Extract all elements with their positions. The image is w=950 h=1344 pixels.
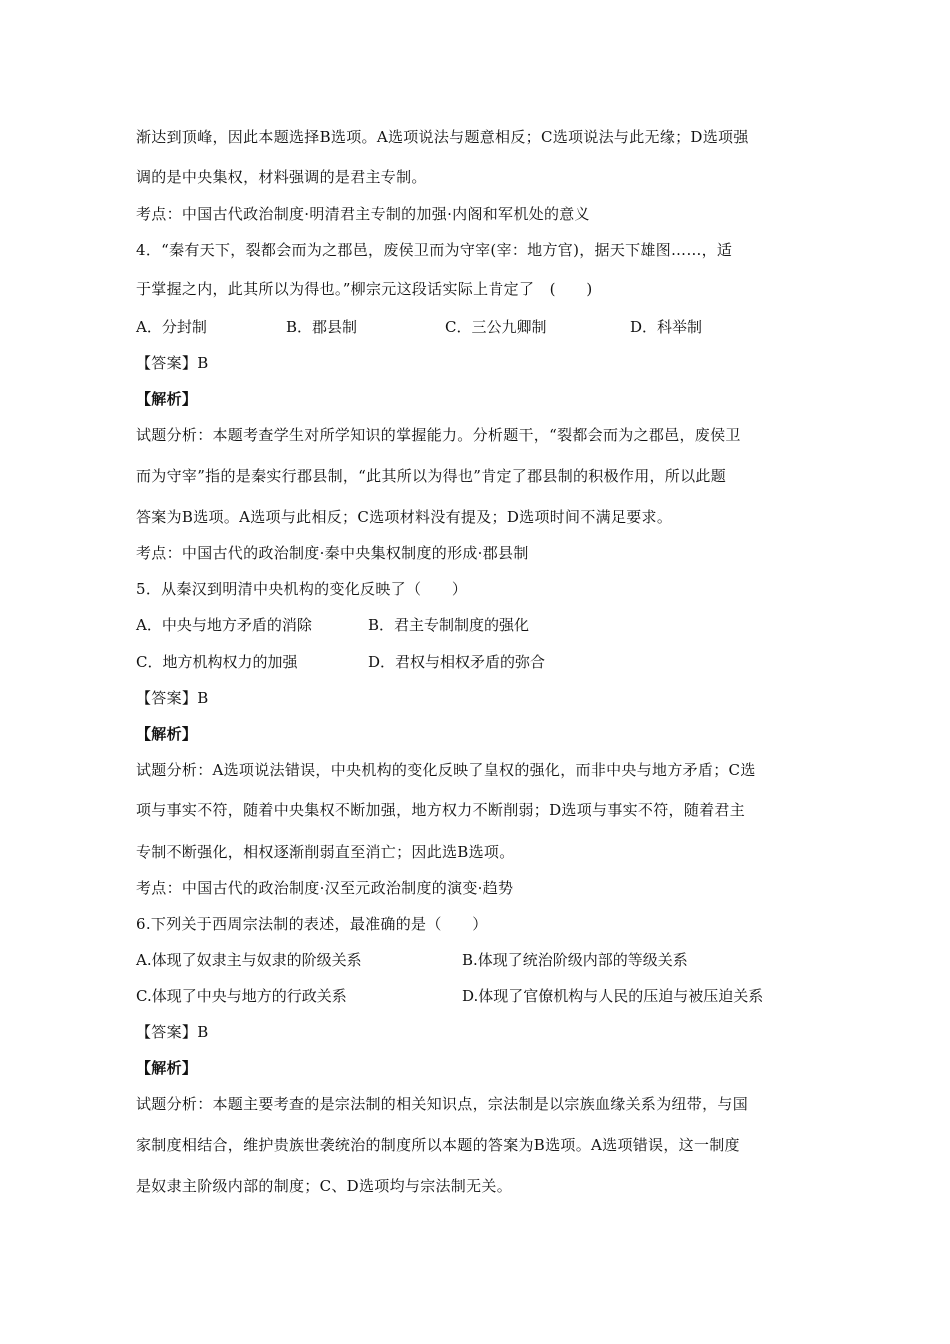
q5-jiexi-heading: 【解析】	[136, 725, 198, 743]
q4-stem-line-2: 于掌握之内，此其所以为得也。”柳宗元这段话实际上肯定了 ( )	[136, 280, 593, 298]
q3-analysis-line-1: 渐达到顶峰，因此本题选择B选项。A选项说法与题意相反；C选项说法与此无缘；D选项强	[136, 128, 749, 146]
q4-answer: 【答案】B	[136, 354, 209, 372]
q6-option-a: A.体现了奴隶主与奴隶的阶级关系	[136, 951, 362, 969]
q4-kaodian: 考点：中国古代的政治制度·秦中央集权制度的形成·郡县制	[136, 544, 529, 562]
q5-analysis-line-2: 项与事实不符，随着中央集权不断加强，地方权力不断削弱；D选项与事实不符，随着君主	[136, 801, 746, 819]
q6-analysis-line-1: 试题分析：本题主要考查的是宗法制的相关知识点，宗法制是以宗族血缘关系为纽带，与国	[136, 1095, 749, 1113]
q5-option-a: A．中央与地方矛盾的消除	[136, 616, 312, 634]
q4-analysis-line-3: 答案为B选项。A选项与此相反；C选项材料没有提及；D选项时间不满足要求。	[136, 508, 673, 526]
q4-analysis-line-2: 而为守宰”指的是秦实行郡县制，“此其所以为得也”肯定了郡县制的积极作用，所以此题	[136, 467, 727, 485]
q5-answer: 【答案】B	[136, 689, 209, 707]
q3-kaodian: 考点：中国古代政治制度·明清君主专制的加强·内阁和军机处的意义	[136, 205, 590, 223]
q4-option-c: C．三公九卿制	[445, 318, 547, 336]
q4-stem-line-1: 4．“秦有天下，裂都会而为之郡邑，废侯卫而为守宰(宰：地方官)，据天下雄图……，适	[136, 241, 733, 259]
q6-option-d: D.体现了官僚机构与人民的压迫与被压迫关系	[462, 987, 764, 1005]
q6-analysis-line-2: 家制度相结合，维护贵族世袭统治的制度所以本题的答案为B选项。A选项错误，这一制度	[136, 1136, 740, 1154]
q6-answer: 【答案】B	[136, 1023, 209, 1041]
q4-option-a: A．分封制	[136, 318, 207, 336]
q6-jiexi-heading: 【解析】	[136, 1059, 198, 1077]
q5-kaodian: 考点：中国古代的政治制度·汉至元政治制度的演变·趋势	[136, 879, 514, 897]
q6-analysis-line-3: 是奴隶主阶级内部的制度；C、D选项均与宗法制无关。	[136, 1177, 513, 1195]
q4-option-b: B．郡县制	[286, 318, 358, 336]
q4-option-d: D．科举制	[630, 318, 703, 336]
q5-stem: 5．从秦汉到明清中央机构的变化反映了（ ）	[136, 580, 468, 598]
q5-analysis-line-1: 试题分析：A选项说法错误，中央机构的变化反映了皇权的强化，而非中央与地方矛盾；C选	[136, 761, 756, 779]
q3-analysis-line-2: 调的是中央集权，材料强调的是君主专制。	[136, 168, 427, 186]
q5-option-b: B．君主专制制度的强化	[368, 616, 530, 634]
q6-stem: 6.下列关于西周宗法制的表述，最准确的是（ ）	[136, 915, 488, 933]
q4-analysis-line-1: 试题分析：本题考查学生对所学知识的掌握能力。分析题干，“裂都会而为之郡邑，废侯卫	[136, 426, 741, 444]
q6-option-c: C.体现了中央与地方的行政关系	[136, 987, 347, 1005]
q5-option-d: D．君权与相权矛盾的弥合	[368, 653, 546, 671]
q5-analysis-line-3: 专制不断强化，相权逐渐削弱直至消亡；因此选B选项。	[136, 843, 515, 861]
q5-option-c: C．地方机构权力的加强	[136, 653, 298, 671]
q4-jiexi-heading: 【解析】	[136, 390, 198, 408]
q6-option-b: B.体现了统治阶级内部的等级关系	[462, 951, 688, 969]
